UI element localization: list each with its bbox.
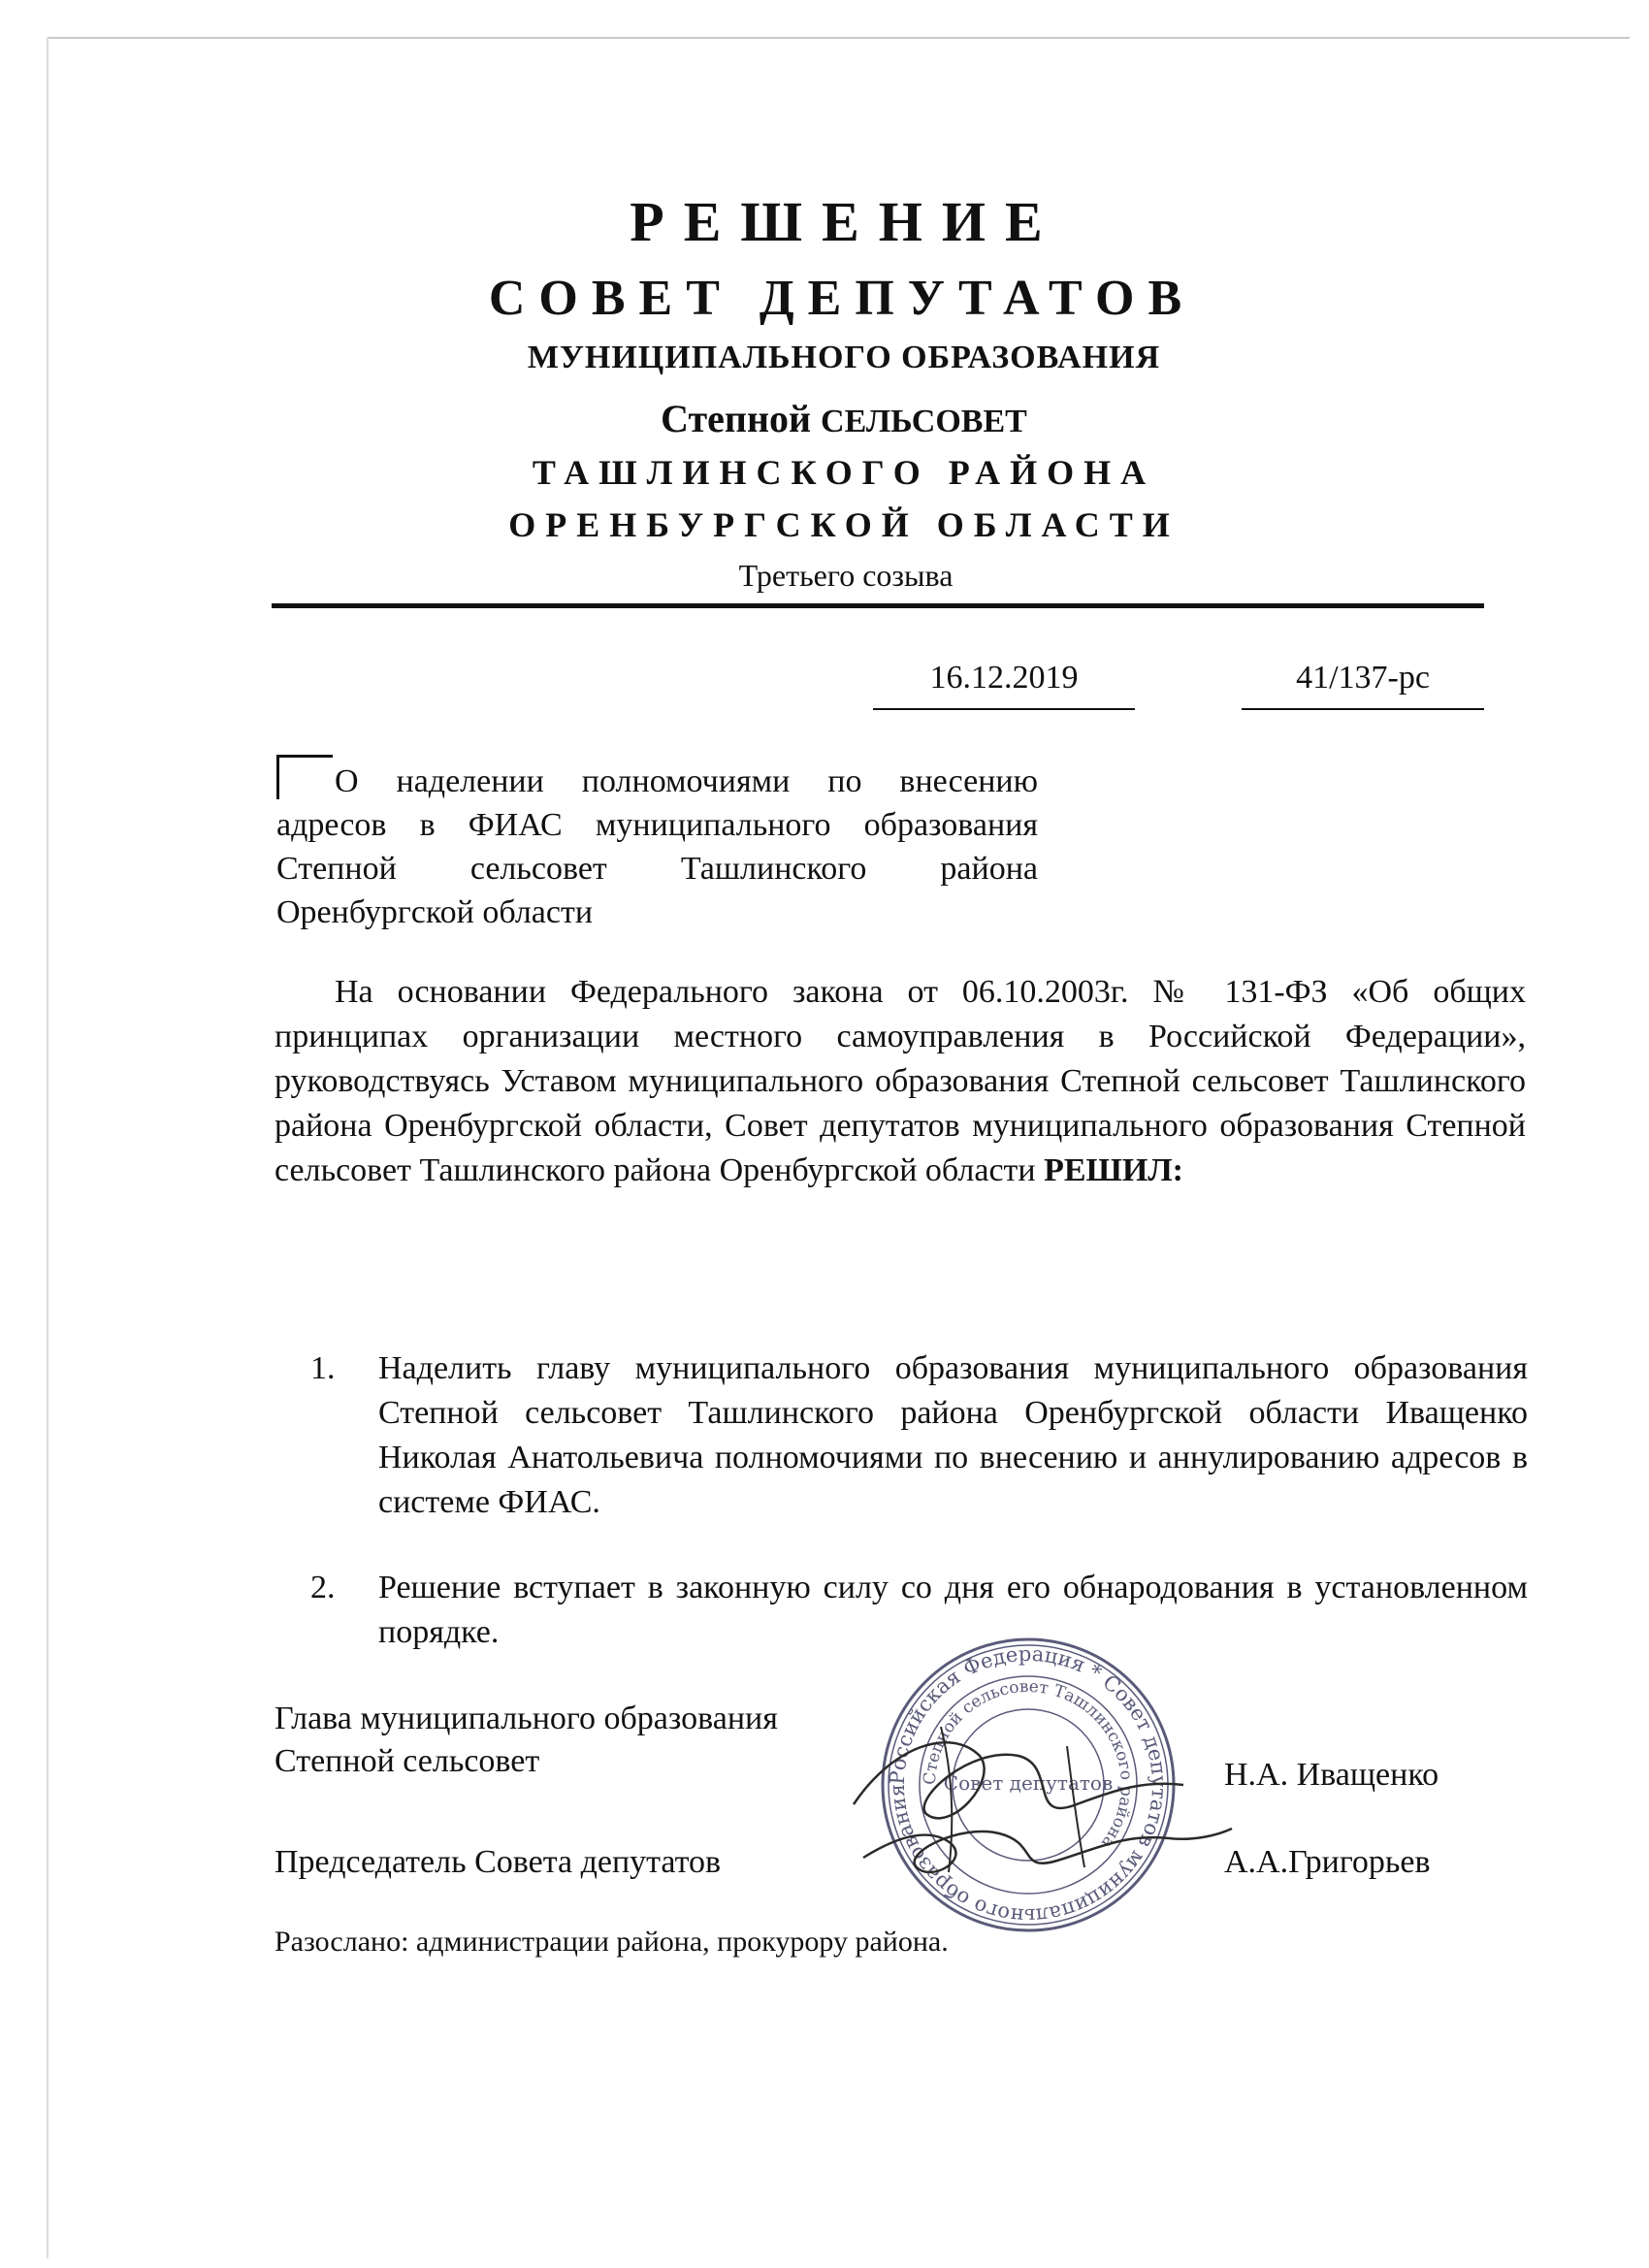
seal-center-text: Совет депутатов <box>943 1771 1114 1795</box>
settlement-line <box>19 396 1649 441</box>
item-text: Наделить главу муниципального образования муниципального образования Степной сельсовет Ташлинского района Оренбургской области Иващенко Николая Анатольевича полномочиями по внесению и аннулированию адресов в системе ФИАС. <box>378 1350 1528 1520</box>
council-name: СОВЕТ ДЕПУТАТОВ <box>488 271 1196 326</box>
preamble-text: На основании Федерального закона от 06.10.2003г. № 131-ФЗ «Об общих принципах организации местного самоуправления в Российской Федерации», руководствуясь Уставом муниципального образования Степной сельсовет Ташлинского района Оренбургской области, Совет депутатов муниципального образования Степной сельсовет Ташлинского района Оренбургской области <box>275 974 1526 1188</box>
preamble-paragraph <box>275 970 1526 1193</box>
head-position-line2: Степной сельсовет <box>275 1743 540 1779</box>
header-divider <box>272 603 1484 608</box>
chair-name: А.А.Григорьев <box>1224 1844 1431 1880</box>
district-line: ТАШЛИНСКОГО РАЙОНА <box>532 453 1156 492</box>
handwritten-signatures <box>834 1688 1242 1911</box>
decision-subject: О наделении полномочиями по внесению адресов в ФИАС муниципального образования Степной сельсовет Ташлинского района Оренбургской области <box>276 763 1038 930</box>
item-number: 2. <box>310 1570 336 1605</box>
head-position-line1: Глава муниципального образования <box>275 1701 778 1736</box>
settlement-name: Степной <box>661 397 812 440</box>
scan-edge-top <box>48 37 1630 39</box>
convocation-line: Третьего созыва <box>738 558 954 593</box>
number-underline <box>1242 708 1484 710</box>
item-text: Решение вступает в законную силу со дня его обнародования в установленном порядке. <box>378 1570 1528 1650</box>
seal-outer-text: Российская Федерация * Совет депутатов муниципального образования <box>885 1641 1172 1928</box>
distribution-note: Разослано: администрации района, прокурору района. <box>275 1926 949 1958</box>
decision-date: 16.12.2019 <box>929 660 1079 696</box>
region-line: ОРЕНБУРГСКОЙ ОБЛАСТИ <box>508 505 1180 544</box>
document-title: РЕШЕНИЕ <box>630 190 1062 253</box>
head-name: Н.А. Иващенко <box>1224 1757 1439 1793</box>
decision-number: 41/137-рс <box>1296 660 1430 696</box>
subject-bracket-top <box>276 755 333 758</box>
settlement-type: СЕЛЬСОВЕТ <box>821 404 1027 439</box>
date-underline <box>873 708 1135 710</box>
decided-word: РЕШИЛ: <box>1044 1152 1183 1188</box>
chair-position: Председатель Совета депутатов <box>275 1844 722 1880</box>
municipality-line: МУНИЦИПАЛЬНОГО ОБРАЗОВАНИЯ <box>527 340 1161 375</box>
seal-inner-text: Степной сельсовет Ташлинского района <box>920 1676 1137 1852</box>
item-number: 1. <box>310 1350 336 1386</box>
